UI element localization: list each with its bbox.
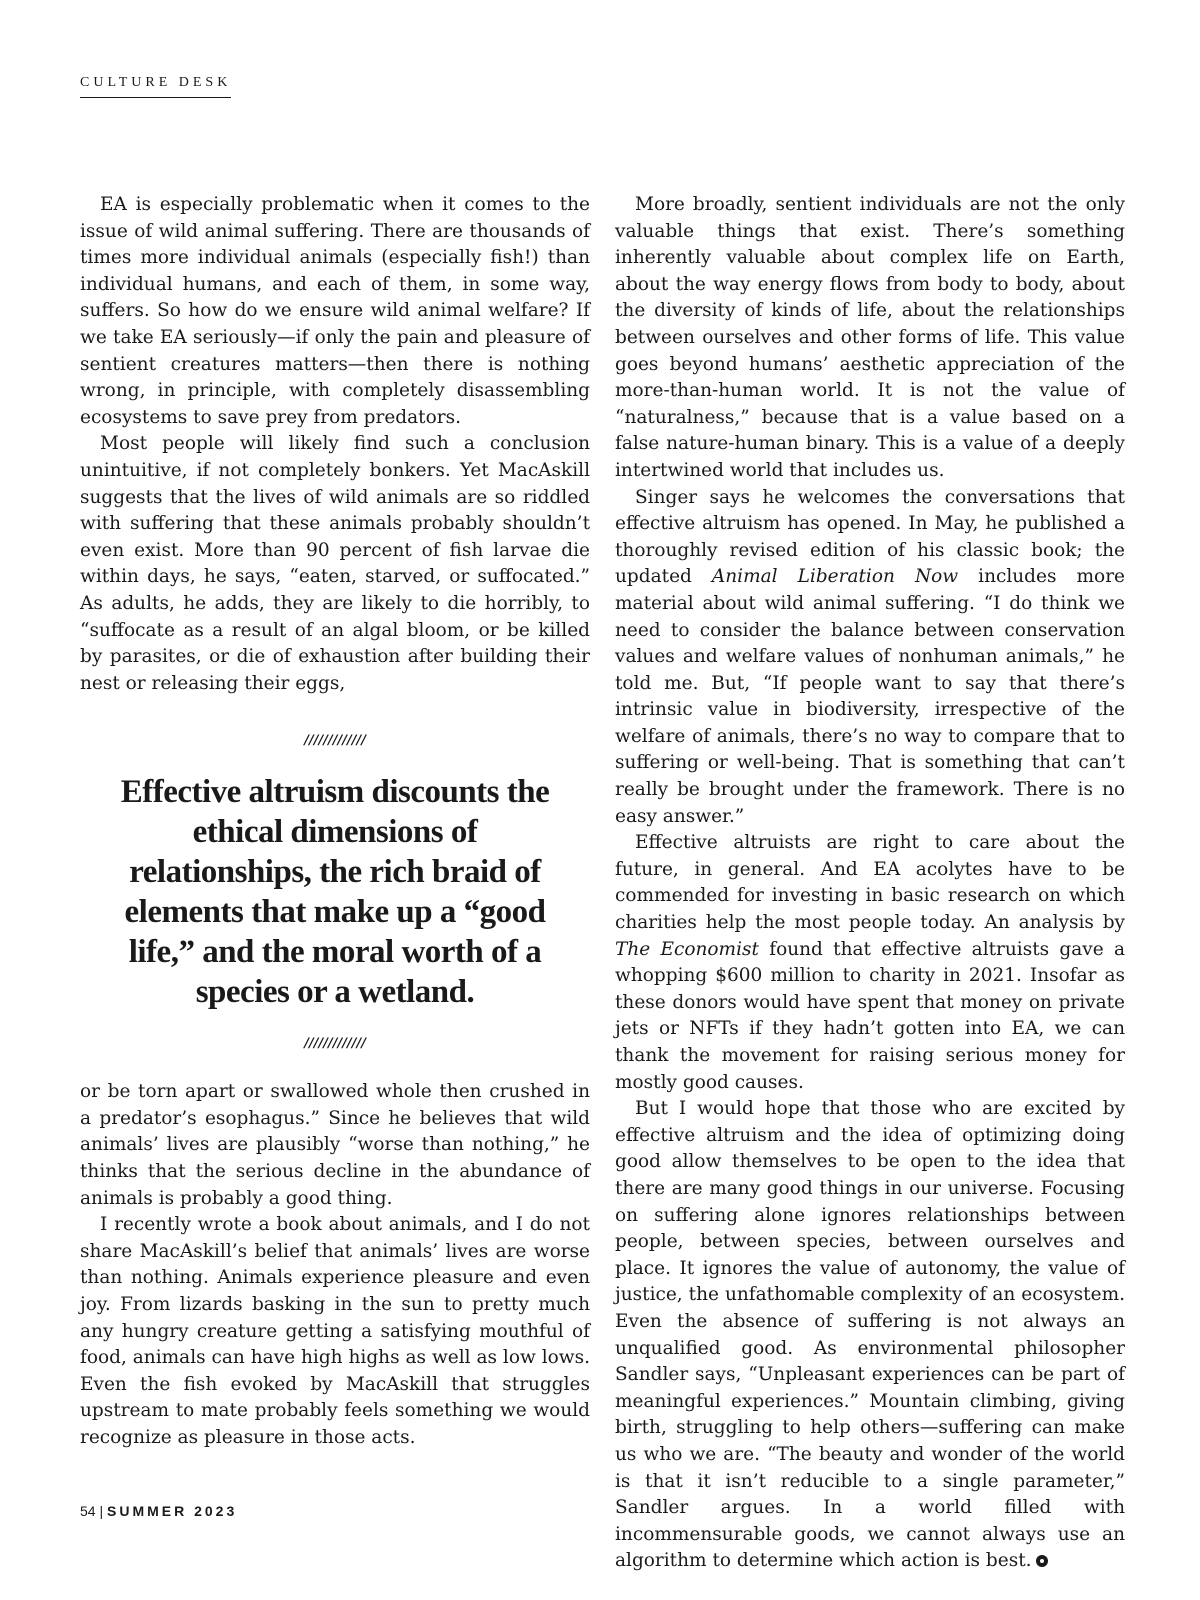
text-run: found that effective altruists gave a whopping $600 million to charity in 2021. Insofar as these donors would have spent that money on private jets or NFTs if they hadn’t gotten into EA, we can thank the movement for raising serious money for mostly good causes. bbox=[615, 938, 1126, 1093]
section-label: CULTURE DESK bbox=[80, 75, 231, 98]
pull-quote bbox=[80, 733, 590, 1051]
pull-quote-text: Effective altruism discounts the ethical dimensions of relationships, the rich braid of elements that make up a “good life,” and the moral worth of a species or a wetland. bbox=[120, 774, 550, 1011]
page-number: 54 bbox=[80, 1503, 96, 1519]
footer-separator: | bbox=[99, 1503, 104, 1519]
paragraph bbox=[615, 1096, 1125, 1575]
paragraph-continuation: or be torn apart or swallowed whole then crushed in a predator’s esophagus.” Since he believes that wild animals’ lives are plausibly “worse than nothing,” he thinks that the serious decline in the abundance of animals is probably a good thing. bbox=[80, 1081, 590, 1209]
left-column bbox=[80, 192, 590, 1452]
text-run: Singer says he welcomes the conversations that effective altruism has opened. In May, he published a thoroughly revised edition of his classic book; the updated bbox=[615, 486, 1125, 588]
paragraph bbox=[615, 830, 1125, 1096]
paragraph: I recently wrote a book about animals, and I do not share MacAskill’s belief that animals’ lives are worse than nothing. Animals experience pleasure and even joy. From lizards basking in the sun to pretty much any hungry creature getting a satisfying mouthful of food, animals can have high highs as well as low lows. Even the fish evoked by MacAskill that struggles upstream to mate probably feels something we would recognize as pleasure in those acts. bbox=[80, 1214, 590, 1448]
text-run: Effective altruists are right to care about the future, in general. And EA acolytes have to be commended for investing in basic research on which charities help the most people today. An analysis by bbox=[615, 832, 1125, 934]
text-run: But I would hope that those who are excited by effective altruism and the idea of optimizing doing good allow themselves to be open to the idea that there are many good things in our universe. Focusing on suffering alone ignores relationships between people, between species, between ourselves and place. It ignores the value of autonomy, the value of justice, the unfathomable complexity of an ecosystem. Even the absence of suffering is not always an unqualified good. As environmental philosopher Sandler says, “Unpleasant experiences can be part of meaningful experiences.” Mountain climbing, giving birth, struggling to help others—suffering can make us who we are. “The beauty and wonder of the world is that it isn’t reducible to a single parameter,” Sandler argues. In a world filled with incommensurable goods, we cannot always use an algorithm to determine which action is best. bbox=[615, 1098, 1125, 1572]
right-column bbox=[615, 192, 1125, 1575]
issue-label: SUMMER 2023 bbox=[107, 1503, 238, 1519]
book-title: Animal Liberation Now bbox=[711, 566, 959, 588]
end-mark-icon bbox=[1036, 1555, 1048, 1567]
paragraph: Most people will likely find such a conclusion unintuitive, if not completely bonkers. Yet MacAskill suggests that the lives of wild animals are so riddled with suffering that these animals probably shouldn’t even exist. More than 90 percent of fish larvae die within days, he says, “eaten, starved, or suffocated.” As adults, he adds, they are likely to die horribly, to “suffocate as a result of an algal bloom, or be killed by parasites, or die of exhaustion after building their nest or releasing their eggs, bbox=[80, 433, 590, 694]
text-run: includes more material about wild animal suffering. “I do think we need to consider the balance between conservation values and welfare values of nonhuman animals,” he told me. But, “If people want to say that there’s intrinsic value in biodiversity, irrespective of the welfare of animals, there’s no way to compare that to suffering or well-being. That is something that can’t really be brought under the framework. There is no easy answer.” bbox=[615, 566, 1125, 827]
paragraph bbox=[615, 485, 1125, 831]
page-footer bbox=[80, 1503, 237, 1519]
pull-quote-divider-top: ///////////// bbox=[304, 733, 366, 749]
publication-title: The Economist bbox=[615, 938, 759, 960]
paragraph: EA is especially problematic when it comes to the issue of wild animal suffering. There are thousands of times more individual animals (especially fish!) than individual humans, and each of them, in some way, suffers. So how do we ensure wild animal welfare? If we take EA seriously—if only the pain and pleasure of sentient creatures matters—then there is nothing wrong, in principle, with completely disassembling ecosystems to save prey from predators. bbox=[80, 194, 590, 428]
pull-quote-divider-bottom: ///////////// bbox=[304, 1036, 366, 1052]
paragraph: More broadly, sentient individuals are not the only valuable things that exist. There’s something inherently valuable about complex life on Earth, about the way energy flows from body to body, about the diversity of kinds of life, about the relationships between ourselves and other forms of life. This value goes beyond humans’ aesthetic appreciation of the more-than-human world. It is not the value of “naturalness,” because that is a value based on a false nature-human binary. This is a value of a deeply intertwined world that includes us. bbox=[615, 194, 1125, 481]
